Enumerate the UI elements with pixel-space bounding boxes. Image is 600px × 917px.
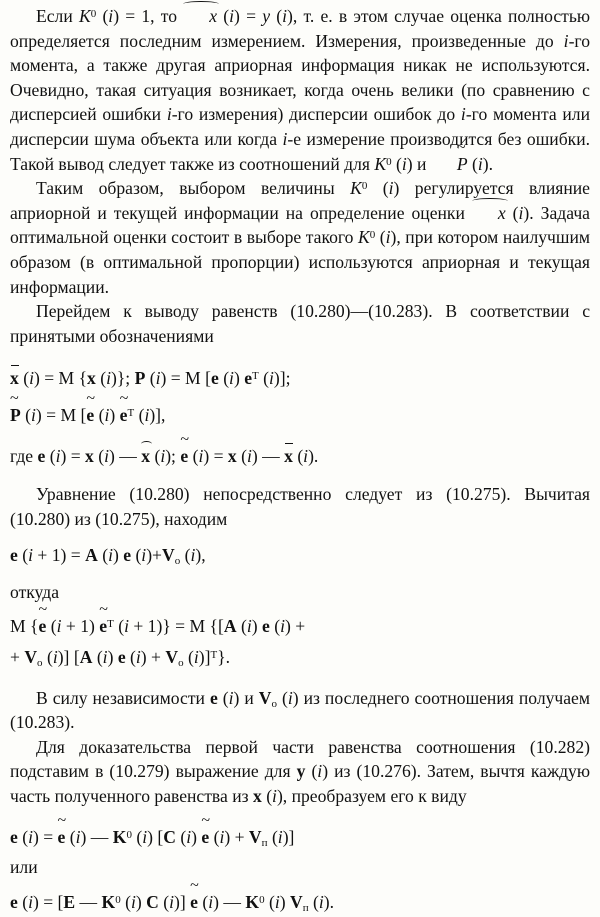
paragraph-4: Уравнение (10.280) непосредственно следует из (10.275). Вычитая (10.280) из (10.275), находим (10, 484, 590, 529)
p-tilde-symbol: ~ P (431, 152, 468, 177)
paragraph-2: Таким образом, выбором величины $K^0$ (i) регулируется влияние априорной и текущей информации на определение оценки x (i). Задача оптимальной оценки состоит в выборе такого $K^0$ (i), при котором наилучшим образом (в оптимальной пропорции) используются априорная и текущая информации. (10, 178, 590, 297)
equation-6: e (i) = ~ e (i) — $K^0$ (i) [C (i) ~ e $(i) + V_п$ (i)] (10, 825, 590, 850)
otkuda-label: откуда (10, 581, 60, 602)
paragraph-6: Для доказательства первой части равенства соотношения (10.282) подставим в (10.279) выражение для y (i) из (10.276). Затем, вычтя каждую часть полученного равенства из x (i), преобразуем его к виду (10, 736, 590, 807)
where-line: где e (i) = x (i) — x (i); ~ e (i) = x (i) — x (i). (10, 444, 590, 469)
equation-1: x (i) = M {x (i)}; P (i) = M [e (i) $e^T$ (i)]; (10, 366, 590, 391)
equation-3: e (i + 1) = A (i) e $(i)+V_o$ (i), (10, 545, 206, 568)
equation-2: ~ P (i) = M [~ e (i) ~ $e^T$ (i)], (10, 403, 590, 428)
ili-label: или (10, 857, 38, 878)
x-hat-symbol: x (183, 4, 217, 29)
equation-5: + $V_o$ (i)] [A (i) e $(i) + V_o$ (i)]$^T$}. (10, 647, 231, 669)
paragraph-5: В силу независимости e (i) и $V_o$ (i) из последнего соотношения получаем (10.283). (10, 687, 590, 733)
equation-7: e (i) = [E — $K^0$ (i) C (i)] ~ e (i) — $K^0$ (i) $V_п$ (i). (10, 890, 590, 915)
paragraph-3: Перейдем к выводу равенств (10.280)—(10.283). В соответствии с принятыми обозначениями (10, 301, 590, 346)
paragraph-1: Если $K^0$ (i) = 1, то x (i) = y (i), т. е. в этом случае оценка полностью определяется последним измерением. Измерения, произведенные до i-го момента, а также другая априорная информация никак не используются. Очевидно, такая ситуация возникает, когда очень велики (по сравнению с дисперсией ошибки i-го измерения) дисперсии ошибок до i-го момента или дисперсии шума объекта или когда i-е измерение производится без ошибки. Такой вывод следует также из соотношений для $K^0$ (i) и ~ P (i). (10, 4, 590, 176)
equation-4: M {~ e (i + 1) ~ $e^T$ (i + 1)} = M {[A (i) e (i) + (10, 614, 590, 639)
